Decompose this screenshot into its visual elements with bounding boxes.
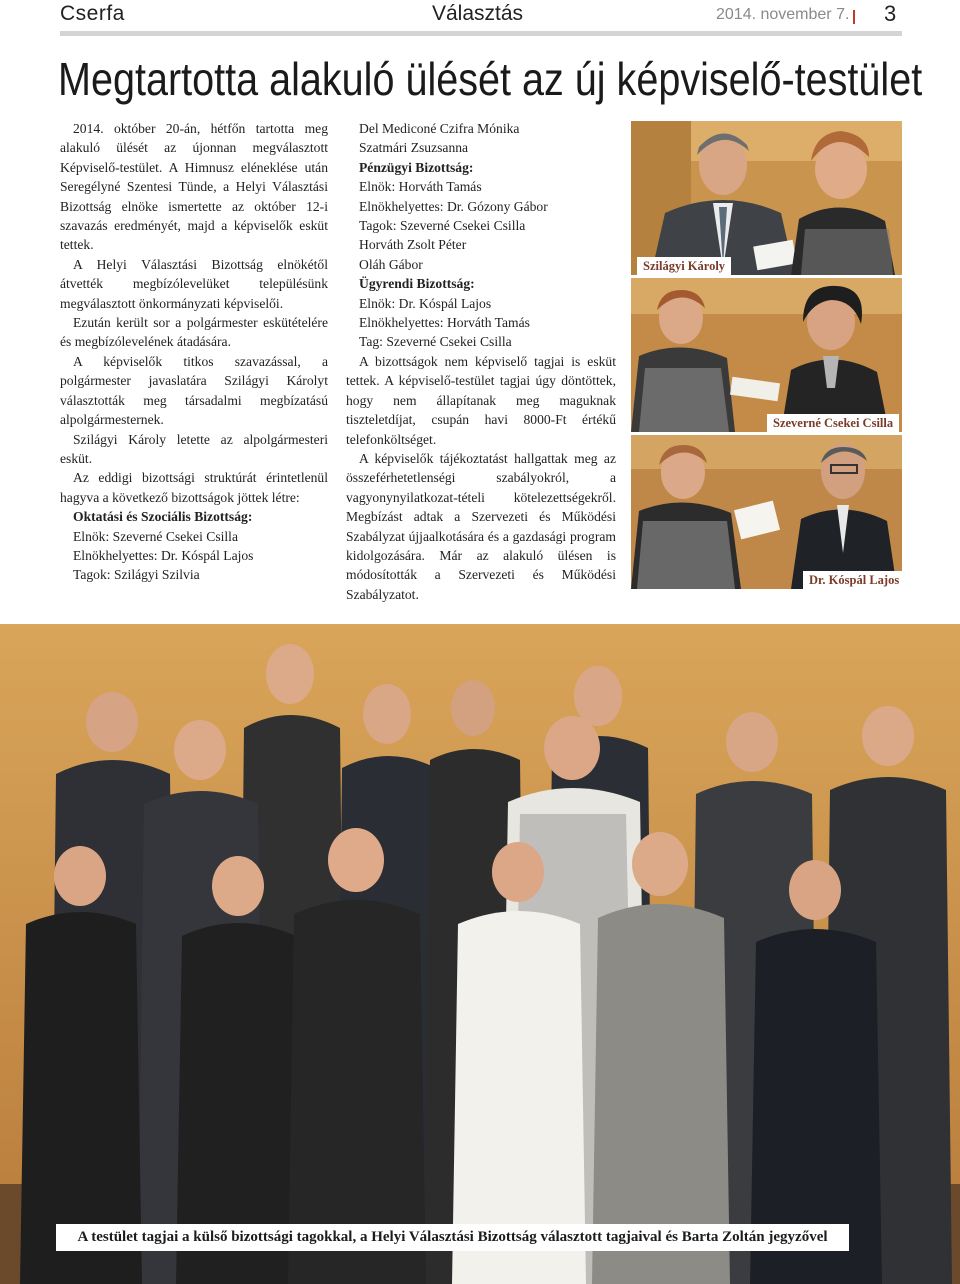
paragraph-deputy-oath: Szilágyi Károly letette az alpolgármesteri esküt. — [60, 431, 328, 466]
photo-szeverne-image — [631, 278, 902, 432]
committee-line: Tagok: Szilágyi Szilvia — [73, 567, 200, 583]
header-accent-bar — [853, 10, 855, 24]
committee-line: Tagok: Szeverné Csekei Csilla — [359, 218, 526, 234]
paragraph-mayor-oath: Ezután került sor a polgármester eskütételére és megbízólevelének átadására. — [60, 315, 328, 350]
committee-line: Del Mediconé Czifra Mónika — [359, 121, 520, 136]
page-header — [0, 0, 960, 40]
group-photo-image — [0, 624, 960, 1284]
photo-szilagyi — [631, 121, 902, 275]
committee-line: Elnök: Szeverné Csekei Csilla — [73, 528, 238, 544]
paragraph-external-members: A bizottságok nem képviselő tagjai is esküt tettek. A képviselő-testület tagjai úgy döntöttek, hogy nem állapítanak meg maguknak tiszteletdíjat, csupán havi 8000-Ft értékű telefonköltséget. — [346, 353, 616, 447]
committee-line: Tag: Szeverné Csekei Csilla — [359, 334, 512, 350]
committee-line: Elnökhelyettes: Horváth Tamás — [359, 315, 530, 331]
committee-heading-finance: Pénzügyi Bizottság: — [359, 159, 474, 175]
photo-caption: Szilágyi Károly — [637, 257, 731, 275]
paragraph-committees: Az eddigi bizottsági struktúrát érintetlenül hagyva a következő bizottságok jöttek létre: — [60, 470, 328, 505]
photo-caption: Szeverné Csekei Csilla — [767, 414, 899, 432]
paragraph-deputy-election: A képviselők titkos szavazással, a polgármester javaslatára Szilágyi Károlyt választották meg társadalmi megbízatású alpolgármesternek. — [60, 353, 328, 428]
committee-line: Oláh Gábor — [359, 256, 423, 272]
committee-heading-education: Oktatási és Szociális Bizottság: — [73, 509, 253, 525]
article-column-2 — [346, 119, 616, 604]
photo-kospal-image — [631, 435, 902, 589]
photo-kospal — [631, 435, 902, 589]
committee-line: Elnök: Horváth Tamás — [359, 179, 482, 195]
paragraph-closing: A képviselők tájékoztatást hallgattak meg az összeférhetetlenségi szabályokról, a vagyonynyilatkozat-tételi kötelezettségekről. Megbízást adtak a Szervezeti és Működési Szabályzat újjaalkotására és a gazdasági program kidolgozására. Már az alakuló ülésen is módosították a Szervezeti és Működési Szabályzatot. — [346, 450, 616, 602]
article-column-1 — [60, 119, 328, 585]
committee-line: Elnökhelyettes: Dr. Kóspál Lajos — [73, 547, 254, 563]
photo-szeverne — [631, 278, 902, 432]
committee-line: Elnök: Dr. Kóspál Lajos — [359, 295, 492, 311]
article-title: Megtartotta alakuló ülését az új képviselő-testület — [58, 53, 923, 105]
paragraph-mandates: A Helyi Választási Bizottság elnökétől átvették megbízólevelüket településünk megválasztott önkormányzati képviselői. — [60, 256, 328, 311]
paragraph-intro: 2014. október 20-án, hétfőn tartotta meg alakuló ülését az újonnan megválasztott Képviselő-testület. A Himnusz eléneklése után Seregélyné Szentesi Tünde, a Helyi Választási Bizottság elnöke ismertette az október 12-i szavazás eredményét, majd a képviselők esküt tettek. — [60, 121, 328, 253]
group-photo-caption: A testület tagjai a külső bizottsági tagokkal, a Helyi Választási Bizottság választott tagjaival és Barta Zoltán jegyzővel — [56, 1224, 849, 1251]
photo-szilagyi-image — [631, 121, 902, 275]
photo-caption: Dr. Kóspál Lajos — [803, 571, 902, 589]
section-name: Választás — [432, 2, 524, 25]
page-number: 3 — [884, 1, 897, 26]
committee-heading-procedural: Ügyrendi Bizottság: — [359, 276, 475, 292]
header-rule — [60, 31, 902, 36]
committee-line: Elnökhelyettes: Dr. Gózony Gábor — [359, 198, 548, 214]
issue-date: 2014. november 7. — [716, 6, 850, 23]
group-photo — [0, 624, 960, 1284]
publication-name: Cserfa — [60, 2, 125, 25]
photo-stack — [631, 121, 902, 589]
committee-line: Szatmári Zsuzsanna — [359, 140, 469, 156]
committee-line: Horváth Zsolt Péter — [359, 237, 467, 253]
